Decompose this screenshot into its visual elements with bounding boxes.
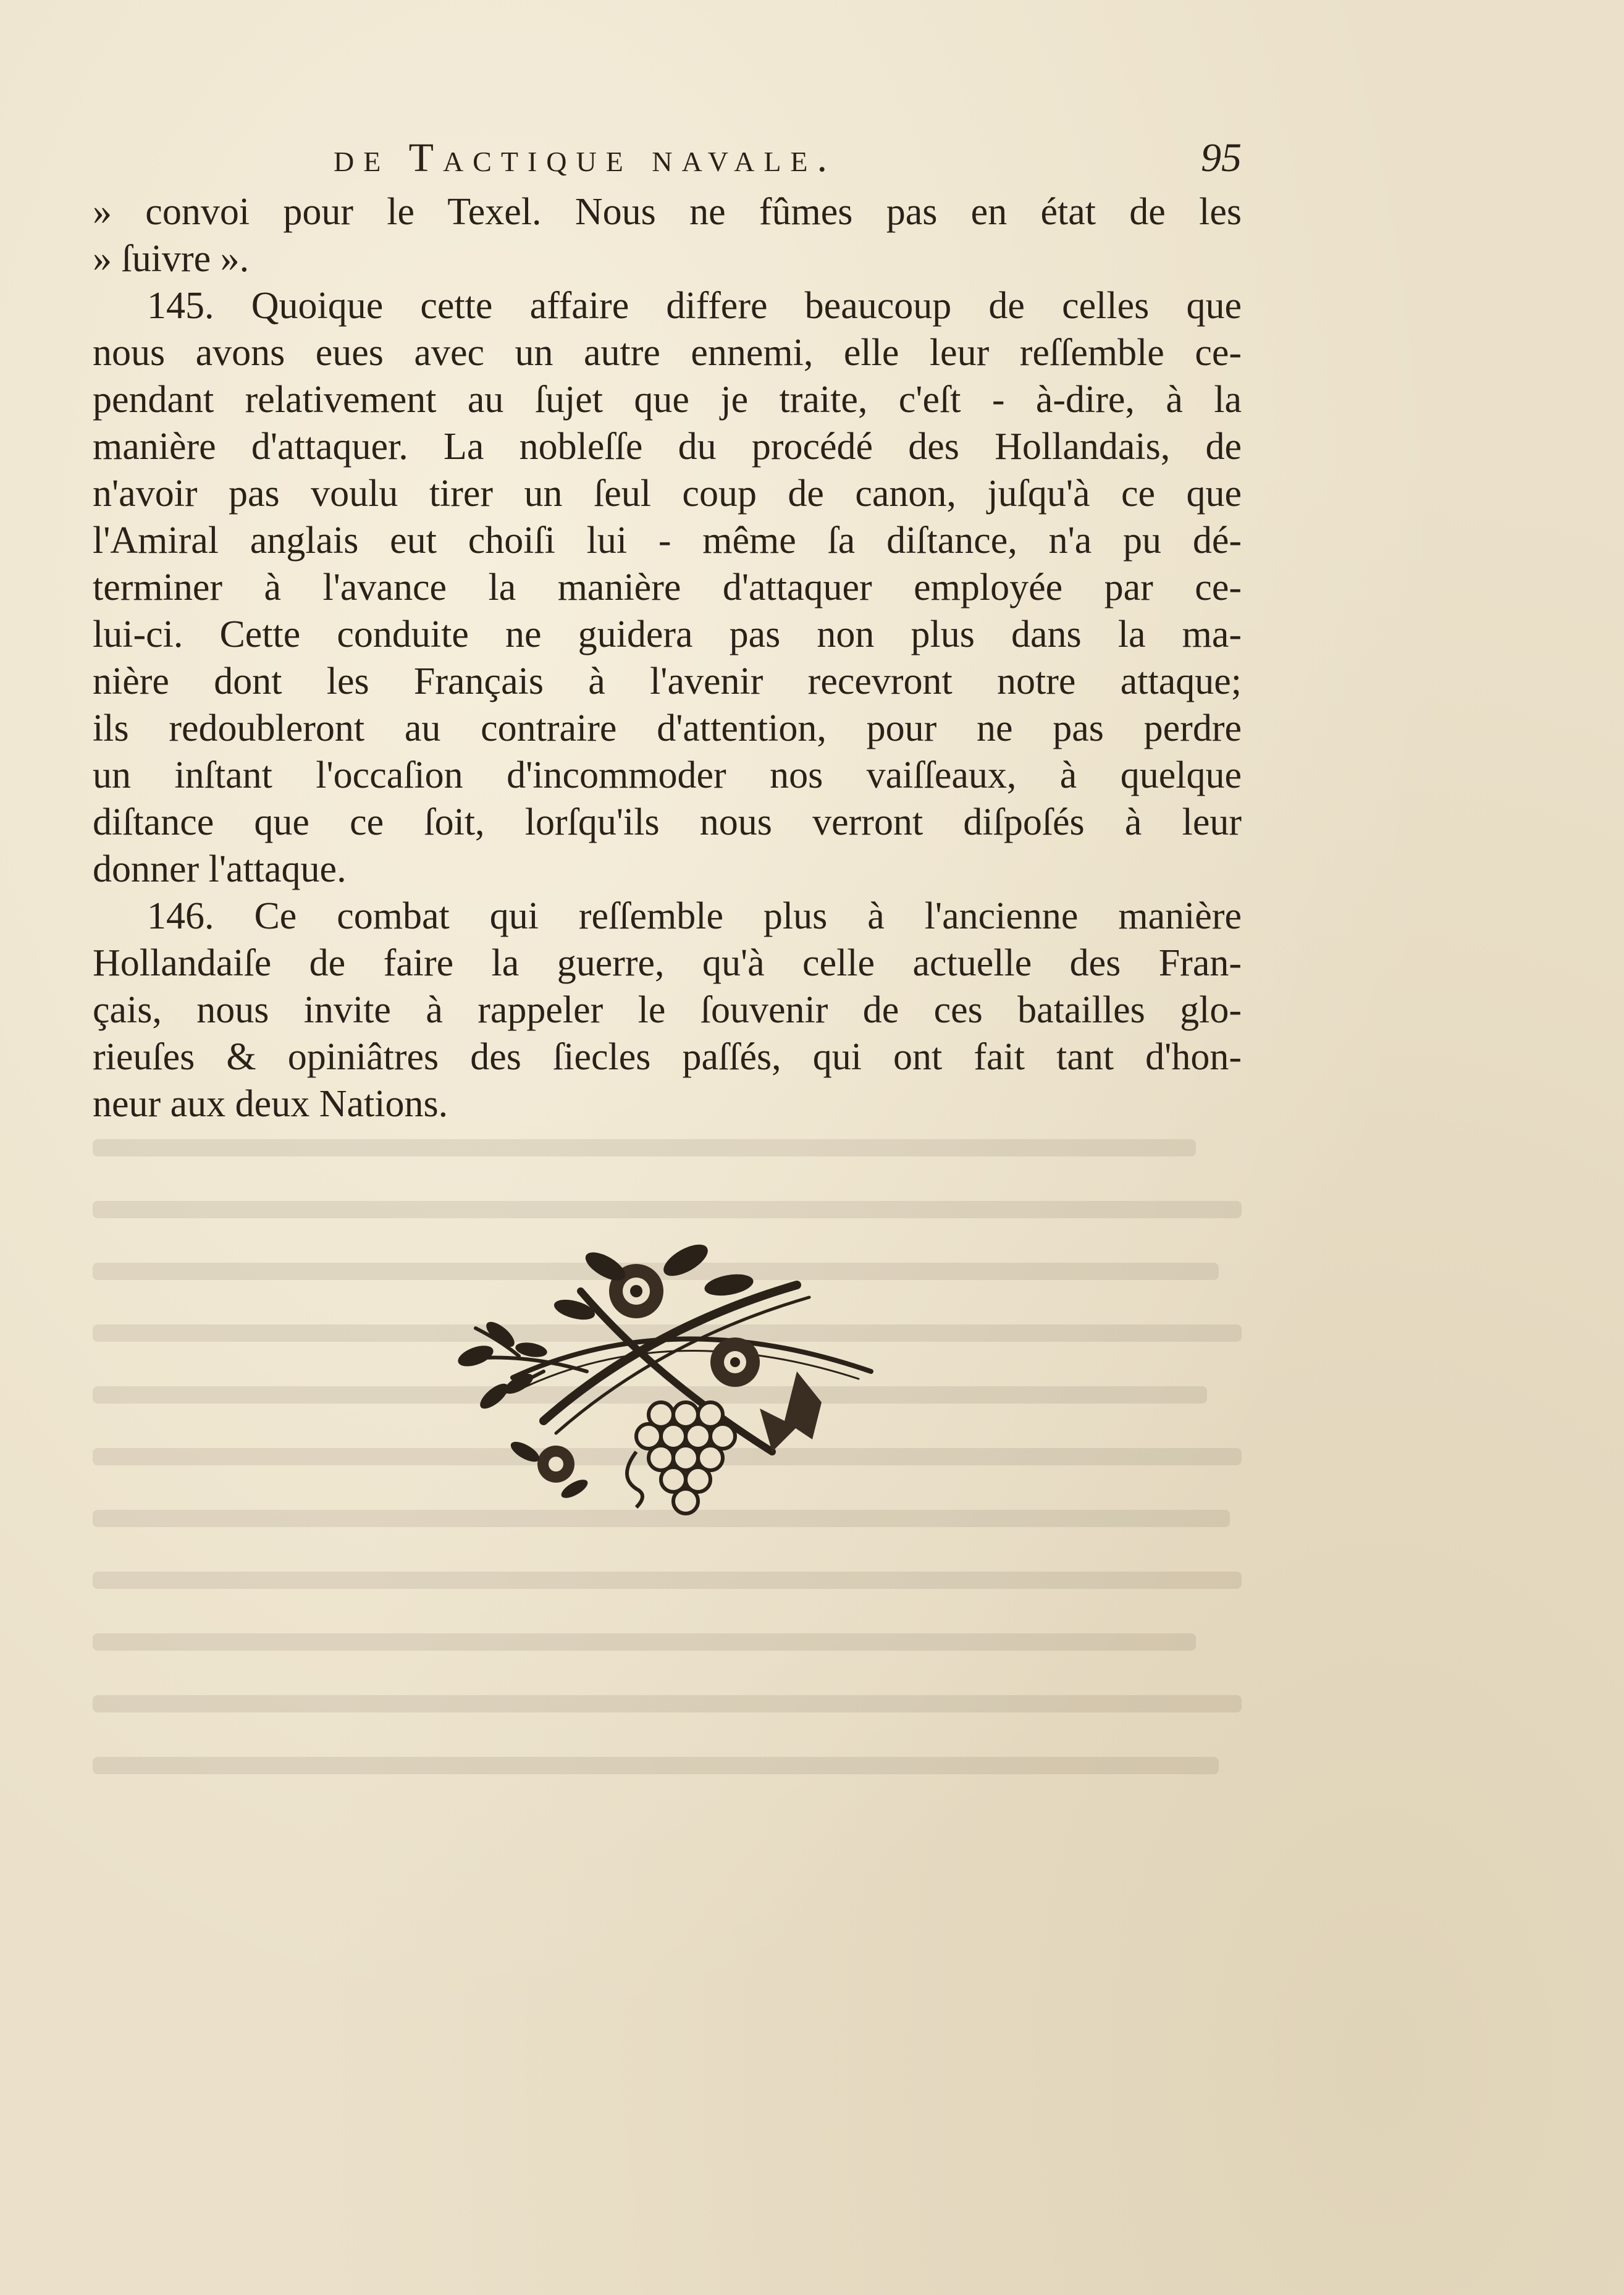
text-line: çais, nous invite à rappeler le ſouvenir de ces batailles glo- bbox=[93, 989, 1242, 1031]
page-number: 95 bbox=[1201, 135, 1242, 180]
text-line: lui-ci. Cette conduite ne guidera pas non plus dans la ma- bbox=[93, 613, 1242, 655]
text-line: diſtance que ce ſoit, lorſqu'ils nous verront diſpoſés à leur bbox=[93, 801, 1242, 843]
running-head bbox=[93, 135, 1242, 184]
text-line: n'avoir pas voulu tirer un ſeul coup de canon, juſqu'à ce que bbox=[93, 473, 1242, 515]
text-line: ils redoubleront au contraire d'attention, pour ne pas perdre bbox=[93, 707, 1242, 749]
floral-tailpiece-icon bbox=[451, 1217, 883, 1538]
paragraph-146-line: 146. Ce combat qui reſſemble plus à l'ancienne manière bbox=[147, 895, 1242, 937]
text-line: neur aux deux Nations. bbox=[93, 1083, 448, 1125]
text-line: nous avons eues avec un autre ennemi, elle leur reſſemble ce- bbox=[93, 332, 1242, 374]
running-title: de Tactique navale. bbox=[334, 135, 837, 180]
text-line: donner l'attaque. bbox=[93, 848, 347, 890]
paragraph-145-line: 145. Quoique cette affaire differe beaucoup de celles que bbox=[147, 285, 1242, 327]
text-line: terminer à l'avance la manière d'attaquer employée par ce- bbox=[93, 566, 1242, 608]
text-line: rieuſes & opiniâtres des ſiecles paſſés, qui ont fait tant d'hon- bbox=[93, 1036, 1242, 1078]
body-text bbox=[93, 188, 1242, 1127]
text-line: l'Amiral anglais eut choiſi lui - même ſa diſtance, n'a pu dé- bbox=[93, 520, 1242, 562]
text-line: » ſuivre ». bbox=[93, 238, 250, 280]
text-line: » convoi pour le Texel. Nous ne fûmes pas en état de les bbox=[93, 191, 1242, 233]
text-line: manière d'attaquer. La nobleſſe du procédé des Hollandais, de bbox=[93, 426, 1242, 468]
text-line: nière dont les Français à l'avenir recevront notre attaque; bbox=[93, 660, 1242, 702]
text-line: Hollandaiſe de faire la guerre, qu'à celle actuelle des Fran- bbox=[93, 942, 1242, 984]
text-line: un inſtant l'occaſion d'incommoder nos vaiſſeaux, à quelque bbox=[93, 754, 1242, 796]
text-line: pendant relativement au ſujet que je traite, c'eſt - à-dire, à la bbox=[93, 379, 1242, 421]
